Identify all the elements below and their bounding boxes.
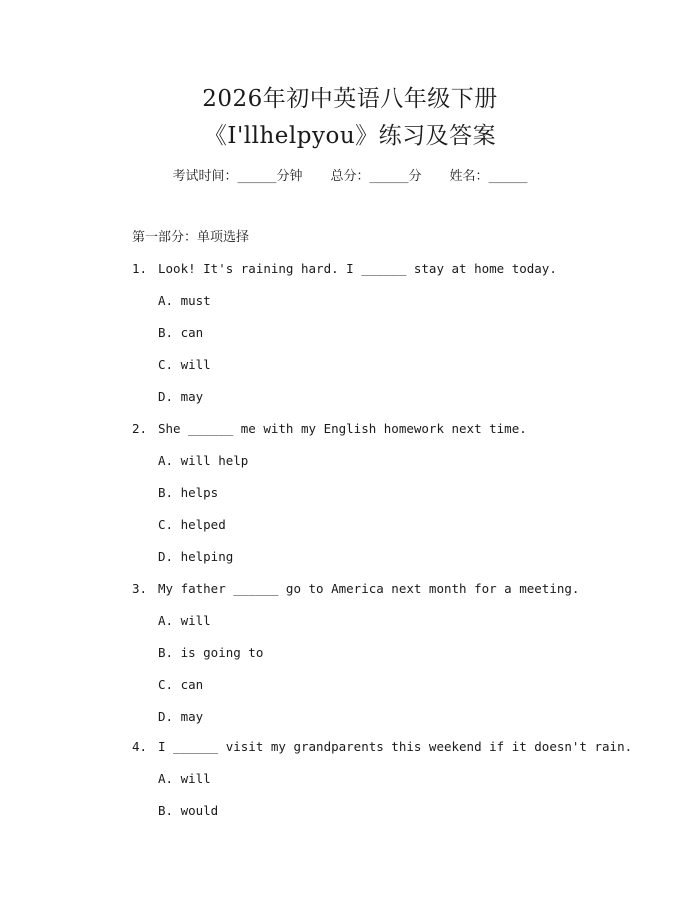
question-number: 3. <box>132 581 148 596</box>
question-4 <box>132 738 632 756</box>
question-3-option-a: A. will <box>158 613 211 628</box>
question-4-option-b: B. would <box>158 803 219 818</box>
exam-score-label: 总分：______分 <box>330 169 422 184</box>
question-2-option-c: C. helped <box>158 517 226 532</box>
document-title-line-2: 《I'llhelpyou》练习及答案 <box>203 123 497 149</box>
question-number: 4. <box>132 739 148 754</box>
document-title-line-1: 2026年初中英语八年级下册 <box>202 86 498 112</box>
question-3 <box>132 580 579 598</box>
question-2-option-d: D. helping <box>158 549 234 564</box>
question-2-option-b: B. helps <box>158 485 219 500</box>
question-2-option-a: A. will help <box>158 453 249 468</box>
question-1 <box>132 260 557 278</box>
question-2 <box>132 420 527 438</box>
question-text: I ______ visit my grandparents this weekend if it doesn't rain. <box>158 739 633 754</box>
exam-meta <box>0 168 700 186</box>
exam-time-label: 考试时间：______分钟 <box>172 169 303 184</box>
question-1-option-c: C. will <box>158 357 211 372</box>
question-text: My father ______ go to America next month for a meeting. <box>158 581 580 596</box>
question-3-option-b: B. is going to <box>158 645 264 660</box>
question-1-option-a: A. must <box>158 293 211 308</box>
question-3-option-c: C. can <box>158 677 204 692</box>
question-text: She ______ me with my English homework next time. <box>158 421 527 436</box>
question-text: Look! It's raining hard. I ______ stay at home today. <box>158 261 557 276</box>
question-number: 1. <box>132 261 148 276</box>
question-3-option-d: D. may <box>158 709 204 724</box>
section-title: 第一部分：单项选择 <box>132 230 250 245</box>
question-1-option-d: D. may <box>158 389 204 404</box>
question-1-option-b: B. can <box>158 325 204 340</box>
student-name-label: 姓名：______ <box>449 169 528 184</box>
question-4-option-a: A. will <box>158 771 211 786</box>
question-number: 2. <box>132 421 148 436</box>
